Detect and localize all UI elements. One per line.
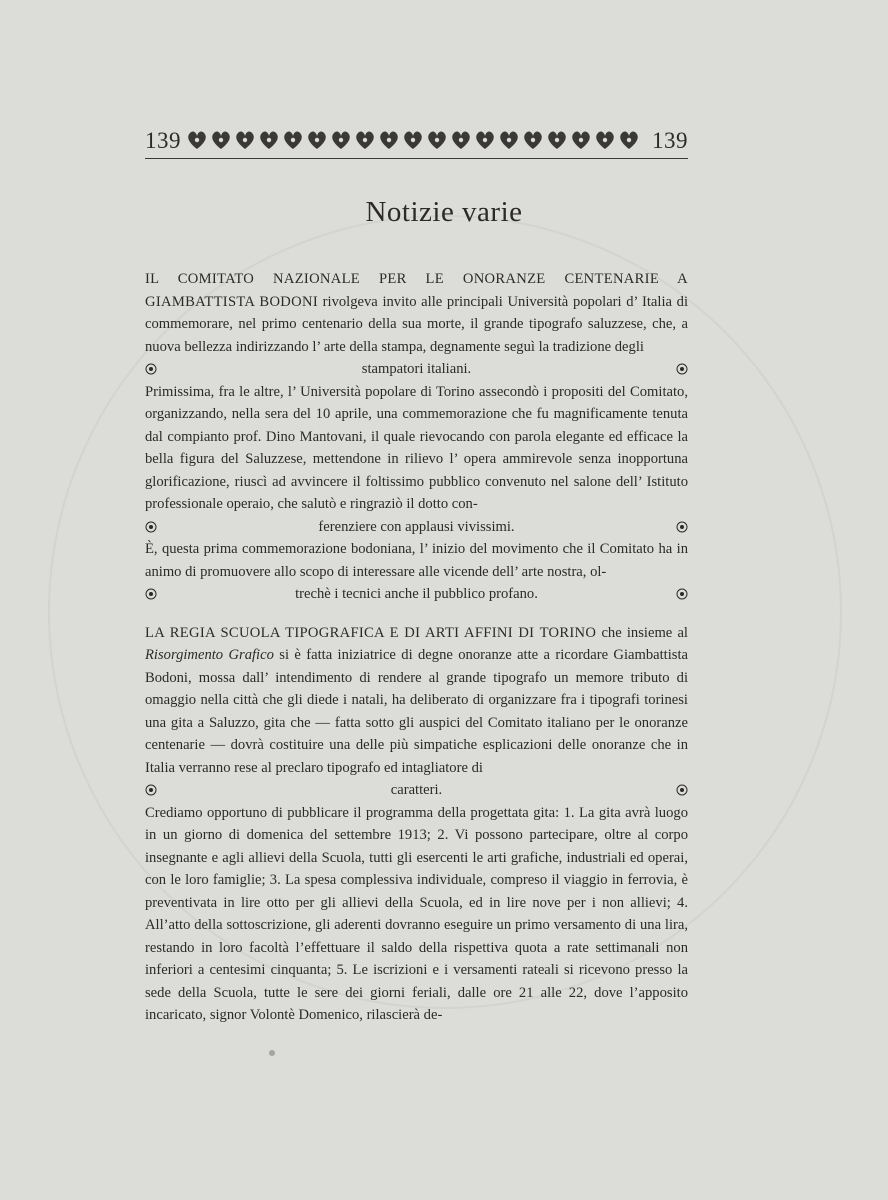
- page-number-right: 139: [652, 128, 688, 153]
- heart-ornament-icon: [428, 132, 446, 149]
- heart-ornament-icon: [524, 132, 542, 149]
- page-header: [145, 124, 688, 159]
- rosette-icon: [145, 521, 157, 533]
- ink-spot: [269, 1050, 275, 1056]
- heart-ornament-icon: [596, 132, 614, 149]
- paragraph-text: Crediamo opportuno di pubblicare il programma della progettata gita: 1. La gita avrà luogo in un giorno di domenica del settembre 1913; 2. Vi possono partecipare, oltre al corpo insegnante e agli allievi della Scuola, tutti gli esercenti le arti grafiche, industriali ed operai, con le loro famiglie; 3. La spesa complessiva individuale, compreso il viaggio in ferrovia, è preventivata in lire otto per gli allievi della Scuola, ed in lire nove per i non allievi; 4. All’atto della sottoscrizione, gli aderenti dovranno eseguire un primo versamento di una lira, restando in loro facoltà l’effettuare il saldo della rispettiva quota a rate settimanali non inferiori a centesimi cinquanta; 5. Le iscrizioni e i versamenti rateali si ricevono presso la sede della Scuola, tutte le sere dei giorni feriali, dalle ore 21 alle 22, dove l’apposito incaricato, signor Volontè Domenico, rilascierà de-: [145, 804, 688, 1023]
- paragraph-end-line: [145, 583, 688, 606]
- heart-ornament-icon: [284, 132, 302, 149]
- heart-ornament-icon: [476, 132, 494, 149]
- heart-ornament-icon: [500, 132, 518, 149]
- heart-ornament-icon: [308, 132, 326, 149]
- heart-ornament-icon: [548, 132, 566, 149]
- paragraph: [145, 802, 688, 1027]
- heart-ornament-icon: [356, 132, 374, 149]
- page-title: Notizie varie: [365, 196, 523, 228]
- paragraph: [145, 538, 688, 583]
- paragraph-text: È, questa prima commemorazione bodoniana, l’ inizio del movimento che il Comitato ha in animo di promuovere allo scopo di interessare alle vicende dell’ arte nostra, ol-: [145, 541, 688, 580]
- paragraph-text: che insieme al: [601, 624, 688, 641]
- heart-ornament-icon: [404, 132, 422, 149]
- paragraph-end-text: stampatori italiani.: [361, 361, 472, 377]
- paragraph-end-line: [145, 779, 688, 802]
- heart-ornament-icon: [332, 132, 350, 149]
- page-number-left: 139: [145, 128, 181, 153]
- rosette-icon: [676, 588, 688, 600]
- paragraph-text: Primissima, fra le altre, l’ Università popolare di Torino assecondò i propositi del Comitato, organizzando, nella sera del 10 aprile, una commemorazione che fu magnificamente tenuta dal compianto prof. Dino Mantovani, il quale rievocando con parola elegante ed efficace la bella figura del Saluzzese, mettendone in rilievo l’ opera ammirevole senza inopportuna glorificazione, riuscì ad avvincere il foltissimo pubblico convenuto nel salone dell’ Istituto professionale operaio, che salutò e ringraziò il dotto con-: [145, 383, 688, 512]
- rosette-icon: [676, 521, 688, 533]
- paragraph: [145, 622, 688, 780]
- article-lead: LA REGIA SCUOLA TIPOGRAFICA E DI ARTI AFFINI DI TORINO: [145, 624, 597, 641]
- article-regia-scuola: [145, 622, 688, 1027]
- paragraph: [145, 381, 688, 516]
- heart-ornament-icon: [572, 132, 590, 149]
- rosette-icon: [676, 363, 688, 375]
- rosette-icon: [145, 588, 157, 600]
- rosette-icon: [145, 363, 157, 375]
- paragraph: [145, 268, 688, 358]
- paragraph-text: si è fatta iniziatrice di degne onoranze atte a ricordare Giambattista Bodoni, mossa dall’ intendimento di rendere al grande tipografo un memore tributo di omaggio nella città che gli diede i natali, ha deliberato di organizzare fra i tipografi torinesi una gita a Saluzzo, gita che — fatta sotto gli auspici del Comitato italiano per le onoranze centenarie — dovrà costituire una delle più simpatiche esplicazioni delle onoranze che in Italia verranno rese al preclaro tipografo ed intagliatore di: [145, 647, 688, 776]
- paragraph-end-text: trechè i tecnici anche il pubblico profano.: [295, 586, 538, 602]
- paragraph-end-text: ferenziere con applausi vivissimi.: [318, 518, 515, 535]
- rosette-icon: [145, 784, 157, 796]
- rosette-icon: [676, 784, 688, 796]
- heart-ornament-icon: [188, 132, 206, 149]
- body-text: [145, 268, 688, 1027]
- paragraph-end-line: [145, 516, 688, 539]
- heart-ornament-icon: [260, 132, 278, 149]
- heart-ornament-icon: [452, 132, 470, 149]
- heart-ornament-icon: [620, 132, 638, 149]
- journal-title: Risorgimento Grafico: [145, 647, 274, 663]
- heart-ornament-icon: [236, 132, 254, 149]
- article-lead: IL COMITATO NAZIONALE PER LE ONORANZE CENTENARIE A GIAMBATTISTA BODONI: [145, 271, 688, 310]
- paragraph-end-line: [145, 358, 688, 381]
- heart-ornament-icon: [183, 129, 650, 153]
- heart-ornament-icon: [212, 132, 230, 149]
- paragraph-end-text: caratteri.: [390, 782, 443, 798]
- heart-ornament-icon: [380, 132, 398, 149]
- article-comitato: [145, 268, 688, 606]
- paragraph-text: rivolgeva invito alle principali Università popolari d’ Italia di commemorare, nel primo centenario della sua morte, il grande tipografo saluzzese, che, a nuova bellezza indirizzando l’ arte della stampa, degnamente seguì la tradizione degli: [145, 293, 688, 355]
